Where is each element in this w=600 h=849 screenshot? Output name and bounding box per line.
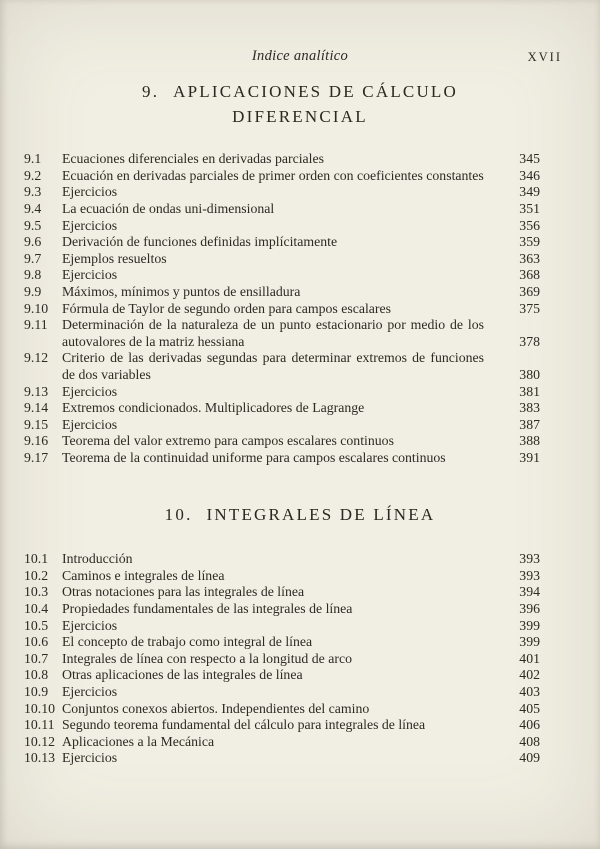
toc-entry bbox=[24, 234, 540, 251]
toc-entry-number: 10.2 bbox=[24, 567, 49, 583]
toc-entry-number: 9.6 bbox=[24, 234, 42, 250]
toc-entry-title: Conjuntos conexos abiertos. Independientes del camino bbox=[62, 700, 370, 716]
toc-entry-title: Caminos e integrales de línea bbox=[62, 567, 225, 583]
toc-entry-title: Derivación de funciones definidas implícitamente bbox=[62, 234, 338, 250]
toc-entry-number: 9.1 bbox=[24, 151, 42, 167]
toc-entry bbox=[24, 750, 540, 767]
toc-entry-page: 351 bbox=[519, 201, 540, 217]
toc-entry-page: 399 bbox=[519, 634, 540, 650]
toc-entry-page: 402 bbox=[519, 667, 540, 683]
toc-entry-title: Ejercicios bbox=[62, 683, 118, 699]
toc-entry bbox=[24, 584, 540, 601]
toc-entry-number: 10.3 bbox=[24, 584, 49, 600]
toc-entry-title: Otras aplicaciones de las integrales de línea bbox=[62, 667, 303, 683]
toc-entries-chapter-10 bbox=[24, 551, 540, 767]
toc-entry bbox=[24, 551, 540, 568]
toc-entry bbox=[24, 568, 540, 585]
toc-entry-title: Teorema del valor extremo para campos escalares continuos bbox=[62, 433, 394, 449]
chapter-number: 9. bbox=[142, 82, 160, 101]
page-number-folio: XVII bbox=[527, 50, 562, 64]
toc-entry-number: 10.7 bbox=[24, 650, 49, 666]
toc-entry-page: 349 bbox=[519, 184, 540, 200]
toc-entry bbox=[24, 601, 540, 618]
toc-entry-page: 401 bbox=[519, 650, 540, 666]
toc-entry-title: Máximos, mínimos y puntos de ensilladura bbox=[62, 284, 301, 300]
chapter-title: APLICACIONES DE CÁLCULO DIFERENCIAL bbox=[173, 82, 458, 126]
chapter-section-10 bbox=[0, 503, 600, 767]
toc-entry-page: 393 bbox=[519, 551, 540, 567]
toc-entry-title: Integrales de línea con respecto a la longitud de arco bbox=[62, 650, 352, 666]
toc-entry-page: 375 bbox=[519, 300, 540, 316]
toc-entry-title: Otras notaciones para las integrales de línea bbox=[62, 584, 305, 600]
toc-entry-number: 10.1 bbox=[24, 551, 49, 567]
toc-entry-title: El concepto de trabajo como integral de línea bbox=[62, 634, 313, 650]
toc-entry-page: 393 bbox=[519, 567, 540, 583]
toc-entry-title: Ejemplos resueltos bbox=[62, 250, 167, 266]
toc-entry-title: Determinación de la naturaleza de un punto estacionario por medio de los autovalores de la matriz hessiana bbox=[62, 317, 484, 349]
toc-entry bbox=[24, 284, 540, 301]
toc-entry bbox=[24, 684, 540, 701]
toc-entries-chapter-9 bbox=[24, 151, 540, 466]
toc-entry-page: 399 bbox=[519, 617, 540, 633]
running-head bbox=[0, 0, 600, 68]
toc-entry-title: Fórmula de Taylor de segundo orden para campos escalares bbox=[62, 300, 392, 316]
toc-entry-page: 356 bbox=[519, 217, 540, 233]
toc-entry-page: 346 bbox=[519, 167, 540, 183]
chapter-number: 10. bbox=[164, 504, 193, 524]
toc-entry-number: 10.4 bbox=[24, 600, 49, 616]
toc-entry-title: Ecuación en derivadas parciales de primer orden con coeficientes constantes bbox=[62, 167, 484, 183]
toc-entry-number: 10.9 bbox=[24, 683, 49, 699]
toc-entry-page: 396 bbox=[519, 600, 540, 616]
toc-entry-page: 387 bbox=[519, 416, 540, 432]
chapter-heading-10 bbox=[90, 503, 510, 528]
toc-entry-number: 9.5 bbox=[24, 217, 42, 233]
toc-entry bbox=[24, 168, 540, 185]
toc-entry-number: 10.10 bbox=[24, 700, 56, 716]
toc-entry-number: 9.8 bbox=[24, 267, 42, 283]
toc-entry-number: 10.13 bbox=[24, 750, 56, 766]
toc-entry bbox=[24, 618, 540, 635]
toc-entry-number: 9.10 bbox=[24, 300, 49, 316]
toc-entry-title: Ejercicios bbox=[62, 267, 118, 283]
toc-entry-number: 10.12 bbox=[24, 733, 56, 749]
toc-entry-page: 380 bbox=[519, 367, 540, 382]
toc-entry-page: 368 bbox=[519, 267, 540, 283]
toc-entry-number: 9.15 bbox=[24, 416, 49, 432]
toc-entry-page: 394 bbox=[519, 584, 540, 600]
toc-entry bbox=[24, 634, 540, 651]
toc-entry bbox=[24, 350, 540, 383]
toc-entry-title: Ejercicios bbox=[62, 750, 118, 766]
toc-entry-number: 9.13 bbox=[24, 383, 49, 399]
toc-entry-title: Ejercicios bbox=[62, 217, 118, 233]
toc-entry bbox=[24, 267, 540, 284]
toc-entry-number: 10.11 bbox=[24, 717, 55, 733]
toc-entry-title: Criterio de las derivadas segundas para determinar extremos de funciones de dos variables bbox=[62, 350, 484, 382]
toc-entry-page: 388 bbox=[519, 433, 540, 449]
toc-entry-title: Ecuaciones diferenciales en derivadas parciales bbox=[62, 151, 324, 167]
toc-entry-number: 9.17 bbox=[24, 449, 49, 465]
toc-entry-number: 9.14 bbox=[24, 400, 49, 416]
toc-entry-page: 345 bbox=[519, 151, 540, 167]
chapter-section-9 bbox=[0, 80, 600, 467]
toc-entry bbox=[24, 218, 540, 235]
toc-entry bbox=[24, 667, 540, 684]
toc-entry bbox=[24, 717, 540, 734]
toc-entry bbox=[24, 450, 540, 467]
toc-entry-page: 363 bbox=[519, 250, 540, 266]
toc-entry bbox=[24, 317, 540, 350]
toc-entry-number: 9.12 bbox=[24, 350, 49, 366]
toc-entry-title: Ejercicios bbox=[62, 383, 118, 399]
toc-entry-page: 381 bbox=[519, 383, 540, 399]
toc-entry-number: 10.5 bbox=[24, 617, 49, 633]
toc-entry-number: 9.16 bbox=[24, 433, 49, 449]
toc-entry bbox=[24, 701, 540, 718]
toc-entry bbox=[24, 734, 540, 751]
toc-entry-page: 408 bbox=[519, 733, 540, 749]
toc-entry-page: 403 bbox=[519, 683, 540, 699]
toc-entry-page: 405 bbox=[519, 700, 540, 716]
toc-entry bbox=[24, 251, 540, 268]
toc-entry bbox=[24, 417, 540, 434]
toc-entry bbox=[24, 184, 540, 201]
toc-entry-title: Extremos condicionados. Multiplicadores de Lagrange bbox=[62, 400, 365, 416]
toc-entry bbox=[24, 151, 540, 168]
toc-entry bbox=[24, 301, 540, 318]
toc-entry-number: 9.7 bbox=[24, 250, 42, 266]
toc-entry-page: 391 bbox=[519, 449, 540, 465]
toc-entry-title: Propiedades fundamentales de las integrales de línea bbox=[62, 600, 353, 616]
toc-entry-title: Aplicaciones a la Mecánica bbox=[62, 733, 215, 749]
toc-entry-title: La ecuación de ondas uni-dimensional bbox=[62, 201, 275, 217]
toc-entry-number: 9.3 bbox=[24, 184, 42, 200]
toc-entry bbox=[24, 433, 540, 450]
toc-entry-number: 9.4 bbox=[24, 201, 42, 217]
toc-entry-number: 9.2 bbox=[24, 167, 42, 183]
toc-entry-page: 406 bbox=[519, 717, 540, 733]
toc-entry-page: 383 bbox=[519, 400, 540, 416]
running-head-title: Indice analítico bbox=[251, 48, 349, 64]
toc-entry-title: Ejercicios bbox=[62, 617, 118, 633]
toc-entry-title: Introducción bbox=[62, 551, 133, 567]
toc-entry-page: 359 bbox=[519, 234, 540, 250]
toc-entry-number: 9.9 bbox=[24, 284, 42, 300]
chapter-heading-9 bbox=[90, 80, 510, 129]
toc-entry-number: 9.11 bbox=[24, 317, 48, 333]
toc-entry bbox=[24, 400, 540, 417]
toc-entry-title: Teorema de la continuidad uniforme para campos escalares continuos bbox=[62, 449, 446, 465]
toc-entry-number: 10.6 bbox=[24, 634, 49, 650]
toc-entry bbox=[24, 201, 540, 218]
toc-entry-title: Ejercicios bbox=[62, 416, 118, 432]
toc-entry-page: 369 bbox=[519, 284, 540, 300]
toc-entry-number: 10.8 bbox=[24, 667, 49, 683]
toc-entry-title: Segundo teorema fundamental del cálculo para integrales de línea bbox=[62, 717, 426, 733]
toc-entry bbox=[24, 384, 540, 401]
toc-entry-title: Ejercicios bbox=[62, 184, 118, 200]
toc-entry-page: 378 bbox=[519, 333, 540, 349]
chapter-title: INTEGRALES DE LÍNEA bbox=[206, 504, 436, 524]
toc-entry bbox=[24, 651, 540, 668]
toc-entry-page: 409 bbox=[519, 750, 540, 766]
